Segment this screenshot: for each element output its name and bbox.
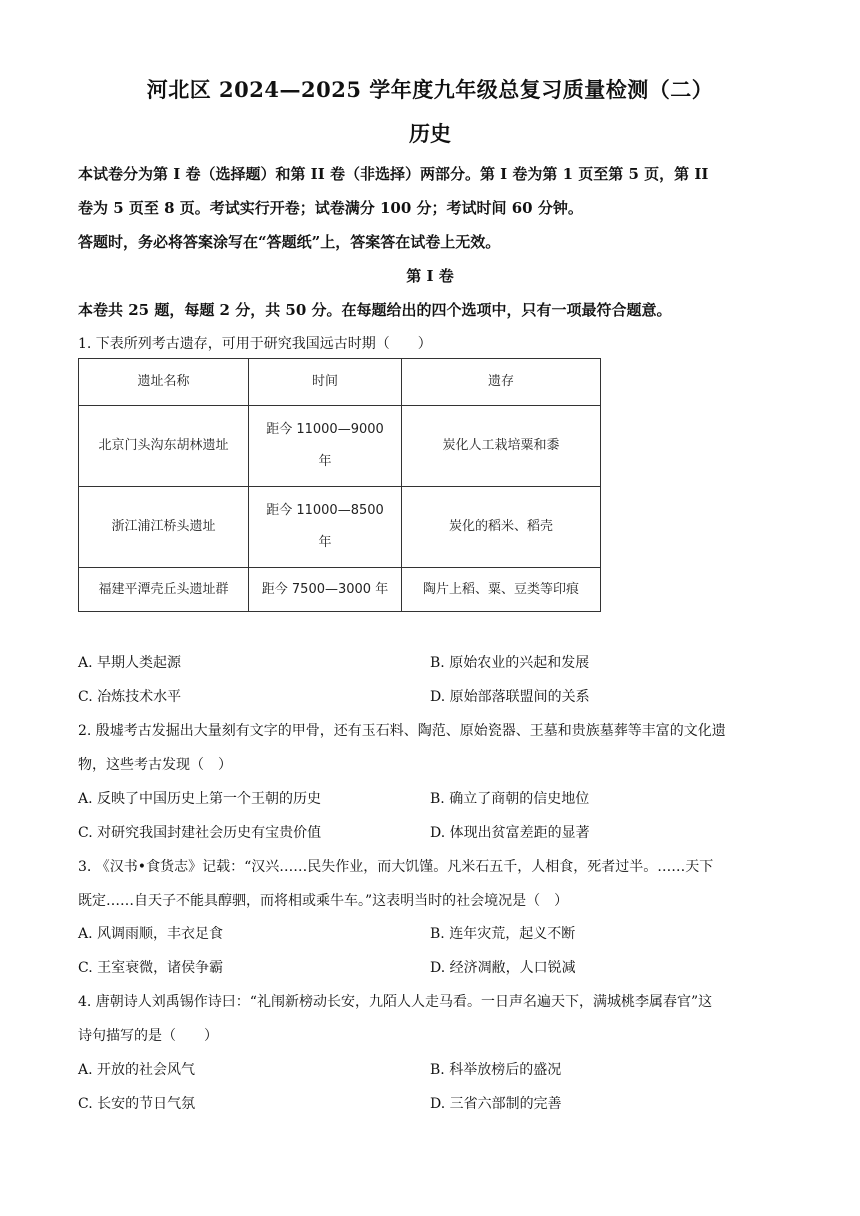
question-2-stem-line-1: 2. 殷墟考古发掘出大量刻有文字的甲骨，还有玉石料、陶范、原始瓷器、王墓和贵族墓葬等丰富的文化遗 bbox=[78, 723, 726, 739]
question-1-option-a: A. 早期人类起源 bbox=[78, 655, 182, 671]
question-4-option-c: C. 长安的节日气氛 bbox=[78, 1096, 196, 1112]
table-cell-time-line: 年 bbox=[318, 535, 332, 550]
question-4-option-b: B. 科举放榜后的盛况 bbox=[430, 1062, 562, 1078]
table-cell-site: 福建平潭壳丘头遗址群 bbox=[79, 568, 249, 612]
question-2-option-d: D. 体现出贫富差距的显著 bbox=[430, 825, 590, 841]
table-cell-site: 北京门头沟东胡林遗址 bbox=[79, 406, 249, 487]
question-3-option-d: D. 经济凋敝，人口锐减 bbox=[430, 960, 576, 976]
question-4-stem-line-1: 4. 唐朝诗人刘禹锡作诗曰：“礼闱新榜动长安，九陌人人走马看。一日声名遍天下，满城桃李属春官”这 bbox=[78, 994, 713, 1010]
question-4-option-d: D. 三省六部制的完善 bbox=[430, 1096, 562, 1112]
section-title: 第 I 卷 bbox=[406, 267, 454, 285]
relics-table bbox=[78, 358, 601, 612]
table-cell-time bbox=[249, 406, 402, 487]
section-note: 本卷共 25 题，每题 2 分，共 50 分。在每题给出的四个选项中，只有一项最符合题意。 bbox=[78, 301, 672, 319]
question-3-option-b: B. 连年灾荒，起义不断 bbox=[430, 926, 576, 942]
question-3-stem-line-1: 3. 《汉书•食货志》记载：“汉兴……民失作业，而大饥馑。凡米石五千，人相食，死者过半。……天下 bbox=[78, 859, 714, 875]
question-3-stem-line-2: 既定……自天子不能具醇驷，而将相或乘牛车。”这表明当时的社会境况是（ ） bbox=[78, 893, 569, 909]
table-cell-time-line: 年 bbox=[318, 454, 332, 469]
question-1-option-d: D. 原始部落联盟间的关系 bbox=[430, 689, 590, 705]
table-header-row bbox=[79, 359, 601, 406]
question-4-option-a: A. 开放的社会风气 bbox=[78, 1062, 196, 1078]
table-cell-relic: 炭化的稻米、稻壳 bbox=[402, 487, 601, 568]
table-cell-site: 浙江浦江桥头遗址 bbox=[79, 487, 249, 568]
question-3-option-a: A. 风调雨顺，丰衣足食 bbox=[78, 926, 224, 942]
table-row bbox=[79, 487, 601, 568]
table-cell-time: 距今 7500—3000 年 bbox=[249, 568, 402, 612]
question-1-option-b: B. 原始农业的兴起和发展 bbox=[430, 655, 590, 671]
table-cell-relic: 陶片上稻、粟、豆类等印痕 bbox=[402, 568, 601, 612]
question-1-stem: 1. 下表所列考古遗存，可用于研究我国远古时期（ ） bbox=[78, 336, 432, 352]
table-header-time: 时间 bbox=[249, 359, 402, 406]
instruction-line-1: 本试卷分为第 I 卷（选择题）和第 II 卷（非选择）两部分。第 I 卷为第 1 页至第 5 页，第 II bbox=[78, 165, 709, 183]
table-row bbox=[79, 568, 601, 612]
table-header-relic: 遗存 bbox=[402, 359, 601, 406]
table-cell-time bbox=[249, 487, 402, 568]
table-cell-time-line: 距今 11000—9000 bbox=[266, 422, 384, 437]
table-cell-time-line: 距今 11000—8500 bbox=[266, 503, 384, 518]
instruction-line-2: 卷为 5 页至 8 页。考试实行开卷；试卷满分 100 分；考试时间 60 分钟。 bbox=[78, 199, 583, 217]
question-3-option-c: C. 王室衰微，诸侯争霸 bbox=[78, 960, 224, 976]
table-header-site: 遗址名称 bbox=[79, 359, 249, 406]
exam-title: 河北区 2024—2025 学年度九年级总复习质量检测（二） bbox=[146, 77, 714, 102]
question-1-option-c: C. 冶炼技术水平 bbox=[78, 689, 182, 705]
table-row bbox=[79, 406, 601, 487]
exam-subject: 历史 bbox=[409, 121, 451, 146]
question-2-option-b: B. 确立了商朝的信史地位 bbox=[430, 791, 590, 807]
table-cell-relic: 炭化人工栽培粟和黍 bbox=[402, 406, 601, 487]
question-2-option-a: A. 反映了中国历史上第一个王朝的历史 bbox=[78, 791, 322, 807]
question-2-option-c: C. 对研究我国封建社会历史有宝贵价值 bbox=[78, 825, 322, 841]
instruction-line-3: 答题时，务必将答案涂写在“答题纸”上，答案答在试卷上无效。 bbox=[78, 233, 501, 251]
question-4-stem-line-2: 诗句描写的是（ ） bbox=[78, 1028, 218, 1044]
question-2-stem-line-2: 物，这些考古发现（ ） bbox=[78, 757, 232, 773]
